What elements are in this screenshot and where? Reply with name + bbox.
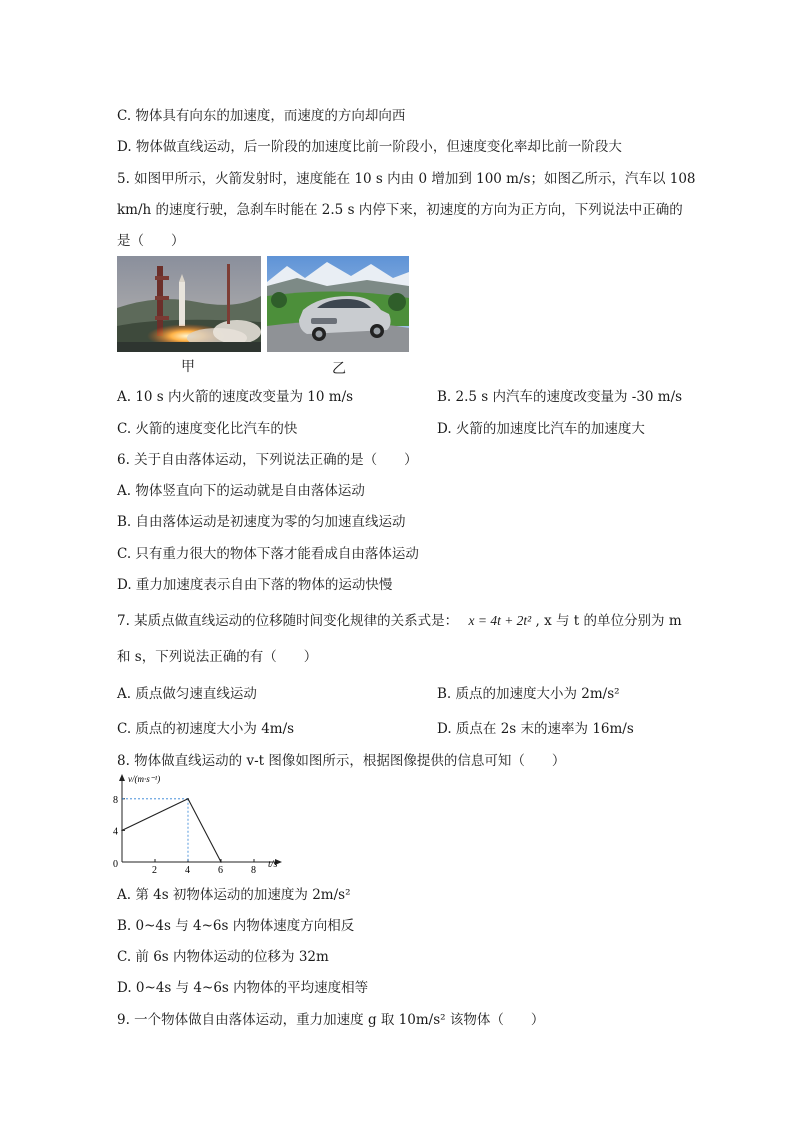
x-tick-label: 6 xyxy=(218,865,223,876)
q6-option-c: C. 只有重力很大的物体下落才能看成自由落体运动 xyxy=(117,546,419,562)
q7-stem-line1 xyxy=(117,609,682,629)
q8-option-a: A. 第 4s 初物体运动的加速度为 2m/s² xyxy=(117,887,351,903)
q8-option-c: C. 前 6s 内物体运动的位移为 32m xyxy=(117,949,329,965)
vt-graph xyxy=(112,770,292,876)
velocity-segment xyxy=(188,799,221,862)
q5-option-b: B. 2.5 s 内汽车的速度改变量为 -30 m/s xyxy=(437,389,683,405)
q7-stem-part-a: 7. 某质点做直线运动的位移随时间变化规律的关系式是： xyxy=(117,613,459,629)
q7-option-c: C. 质点的初速度大小为 4m/s xyxy=(117,721,295,737)
q8-stem: 8. 物体做直线运动的 v-t 图像如图所示，根据图像提供的信息可知（ ） xyxy=(117,753,566,769)
q7-option-d: D. 质点在 2s 末的速率为 16m/s xyxy=(437,721,634,737)
caption-yi: 乙 xyxy=(332,361,346,377)
q4-option-c: C. 物体具有向东的加速度，而速度的方向却向西 xyxy=(117,108,406,124)
q5-stem-line2: km/h 的速度行驶，急刹车时能在 2.5 s 内停下来，初速度的方向为正方向，下列说法中正确的 xyxy=(117,202,683,218)
q8-option-d: D. 0~4s 与 4~6s 内物体的平均速度相等 xyxy=(117,980,369,996)
rocket-launch-photo xyxy=(117,256,261,352)
q7-stem-line2: 和 s，下列说法正确的有（ ） xyxy=(117,649,318,665)
q4-option-d: D. 物体做直线运动，后一阶段的加速度比前一阶段小，但速度变化率却比前一阶段大 xyxy=(117,139,622,155)
velocity-point xyxy=(187,798,189,800)
q6-option-d: D. 重力加速度表示自由下落的物体的运动快慢 xyxy=(117,577,393,593)
x-tick-label: 8 xyxy=(251,865,256,876)
q5-option-a: A. 10 s 内火箭的速度改变量为 10 m/s xyxy=(117,389,354,405)
car-photo xyxy=(267,256,409,352)
origin-label: 0 xyxy=(113,859,118,870)
q6-option-b: B. 自由落体运动是初速度为零的匀加速直线运动 xyxy=(117,514,406,530)
q5-option-d: D. 火箭的加速度比汽车的加速度大 xyxy=(437,421,645,437)
q6-stem: 6. 关于自由落体运动，下列说法正确的是（ ） xyxy=(117,452,418,468)
q7-option-b: B. 质点的加速度大小为 2m/s² xyxy=(437,686,620,702)
x-tick-label: 2 xyxy=(152,865,157,876)
caption-jia: 甲 xyxy=(181,359,195,375)
y-tick-label: 4 xyxy=(113,826,118,838)
velocity-point xyxy=(121,830,123,832)
y-tick-label: 8 xyxy=(113,794,118,806)
q5-option-c: C. 火箭的速度变化比汽车的快 xyxy=(117,421,298,437)
y-axis-label: v/(m·s⁻¹) xyxy=(128,774,161,784)
q9-stem: 9. 一个物体做自由落体运动，重力加速度 g 取 10m/s² 该物体（ ） xyxy=(117,1012,545,1028)
velocity-point xyxy=(220,861,222,863)
velocity-segment xyxy=(122,799,188,831)
q7-stem-part-b: , x 与 t 的单位分别为 m xyxy=(535,613,682,629)
q8-option-b: B. 0~4s 与 4~6s 内物体速度方向相反 xyxy=(117,918,355,934)
q5-stem-line1: 5. 如图甲所示，火箭发射时，速度能在 10 s 内由 0 增加到 100 m/s；如图乙所示，汽车以 108 xyxy=(117,171,696,187)
q6-option-a: A. 物体竖直向下的运动就是自由落体运动 xyxy=(117,483,365,499)
x-axis-label: t/s xyxy=(268,859,278,870)
q7-option-a: A. 质点做匀速直线运动 xyxy=(117,686,257,702)
x-tick-label: 4 xyxy=(185,865,190,876)
q5-stem-line3: 是（ ） xyxy=(117,233,185,249)
q7-formula: x = 4t + 2t² xyxy=(468,613,532,628)
y-axis-arrow xyxy=(119,774,125,781)
